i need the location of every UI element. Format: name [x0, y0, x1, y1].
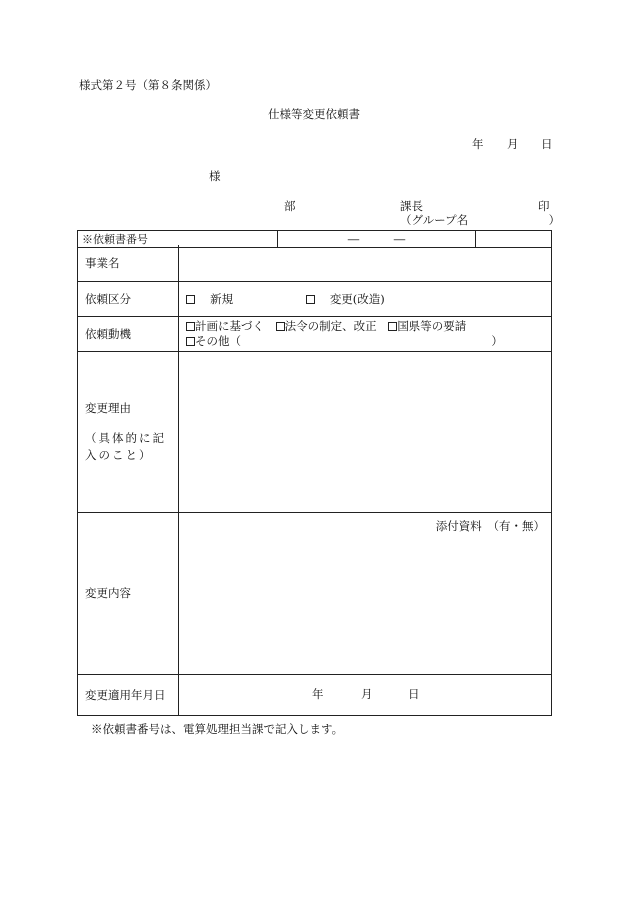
checkbox-plan[interactable] — [186, 322, 195, 331]
request-type-change-option[interactable] — [306, 291, 385, 307]
checkbox-other[interactable] — [186, 337, 195, 346]
header-date-year: 年 — [472, 137, 484, 151]
apply-date-year: 年 — [312, 686, 324, 701]
option-other-label: その他（ — [195, 333, 241, 348]
project-name-field[interactable] — [179, 245, 552, 281]
header-date-day: 日 — [541, 137, 553, 151]
form-number: 様式第２号（第８条関係） — [79, 78, 217, 92]
request-number-label: ※依頼書番号 — [78, 231, 278, 248]
project-name-label: 事業名 — [78, 245, 179, 281]
row-apply-date — [78, 674, 552, 715]
option-gov-label: 国県等の要請 — [397, 318, 467, 333]
apply-date-day: 日 — [408, 686, 420, 701]
reason-field[interactable] — [179, 351, 552, 512]
request-form-table — [77, 245, 552, 716]
option-new-label: 新規 — [210, 291, 234, 306]
reason-label-cell — [78, 351, 179, 512]
attachment-label: 添付資料 （有・無） — [435, 518, 545, 533]
group-name-label: （グループ名 ） — [400, 213, 561, 227]
department-label: 部 — [284, 199, 296, 213]
request-type-new-option[interactable] — [186, 291, 302, 307]
motive-options — [179, 316, 552, 351]
reason-sub-label: （具体的に記入のこと） — [85, 430, 166, 462]
checkbox-new[interactable] — [186, 295, 195, 304]
option-plan-label: 計画に基づく — [195, 318, 264, 333]
apply-date-label: 変更適用年月日 — [78, 674, 179, 715]
motive-label: 依頼動機 — [78, 316, 179, 351]
document-title: 仕様等変更依頼書 — [268, 107, 360, 121]
row-motive — [78, 316, 552, 351]
row-project-name — [78, 245, 552, 281]
checkbox-gov[interactable] — [388, 322, 397, 331]
checkbox-law[interactable] — [276, 322, 285, 331]
motive-plan-option[interactable] — [186, 319, 264, 334]
seal-label: 印 — [538, 199, 550, 213]
option-other-close: ） — [491, 333, 503, 348]
motive-law-option[interactable] — [276, 319, 377, 334]
content-field[interactable] — [179, 512, 552, 674]
checkbox-change[interactable] — [306, 295, 315, 304]
reason-label: 変更理由 — [85, 400, 131, 415]
apply-date-month: 月 — [361, 686, 373, 701]
apply-date-field[interactable] — [179, 674, 552, 715]
section-chief-label: 課長 — [400, 199, 423, 213]
row-request-type — [78, 281, 552, 316]
motive-gov-option[interactable] — [388, 319, 466, 334]
request-type-options — [179, 281, 552, 316]
header-date-month: 月 — [507, 137, 519, 151]
request-number-field[interactable]: ― ― — [278, 231, 476, 248]
option-change-label: 変更(改造) — [329, 291, 385, 306]
addressee-suffix: 様 — [209, 169, 221, 183]
option-law-label: 法令の制定、改正 — [284, 318, 377, 333]
footnote: ※依頼書番号は、電算処理担当課で記入します。 — [91, 722, 344, 736]
row-reason — [78, 351, 552, 512]
request-type-label: 依頼区分 — [78, 281, 179, 316]
motive-other-option[interactable] — [186, 334, 241, 349]
row-content — [78, 512, 552, 674]
content-label: 変更内容 — [78, 512, 179, 674]
